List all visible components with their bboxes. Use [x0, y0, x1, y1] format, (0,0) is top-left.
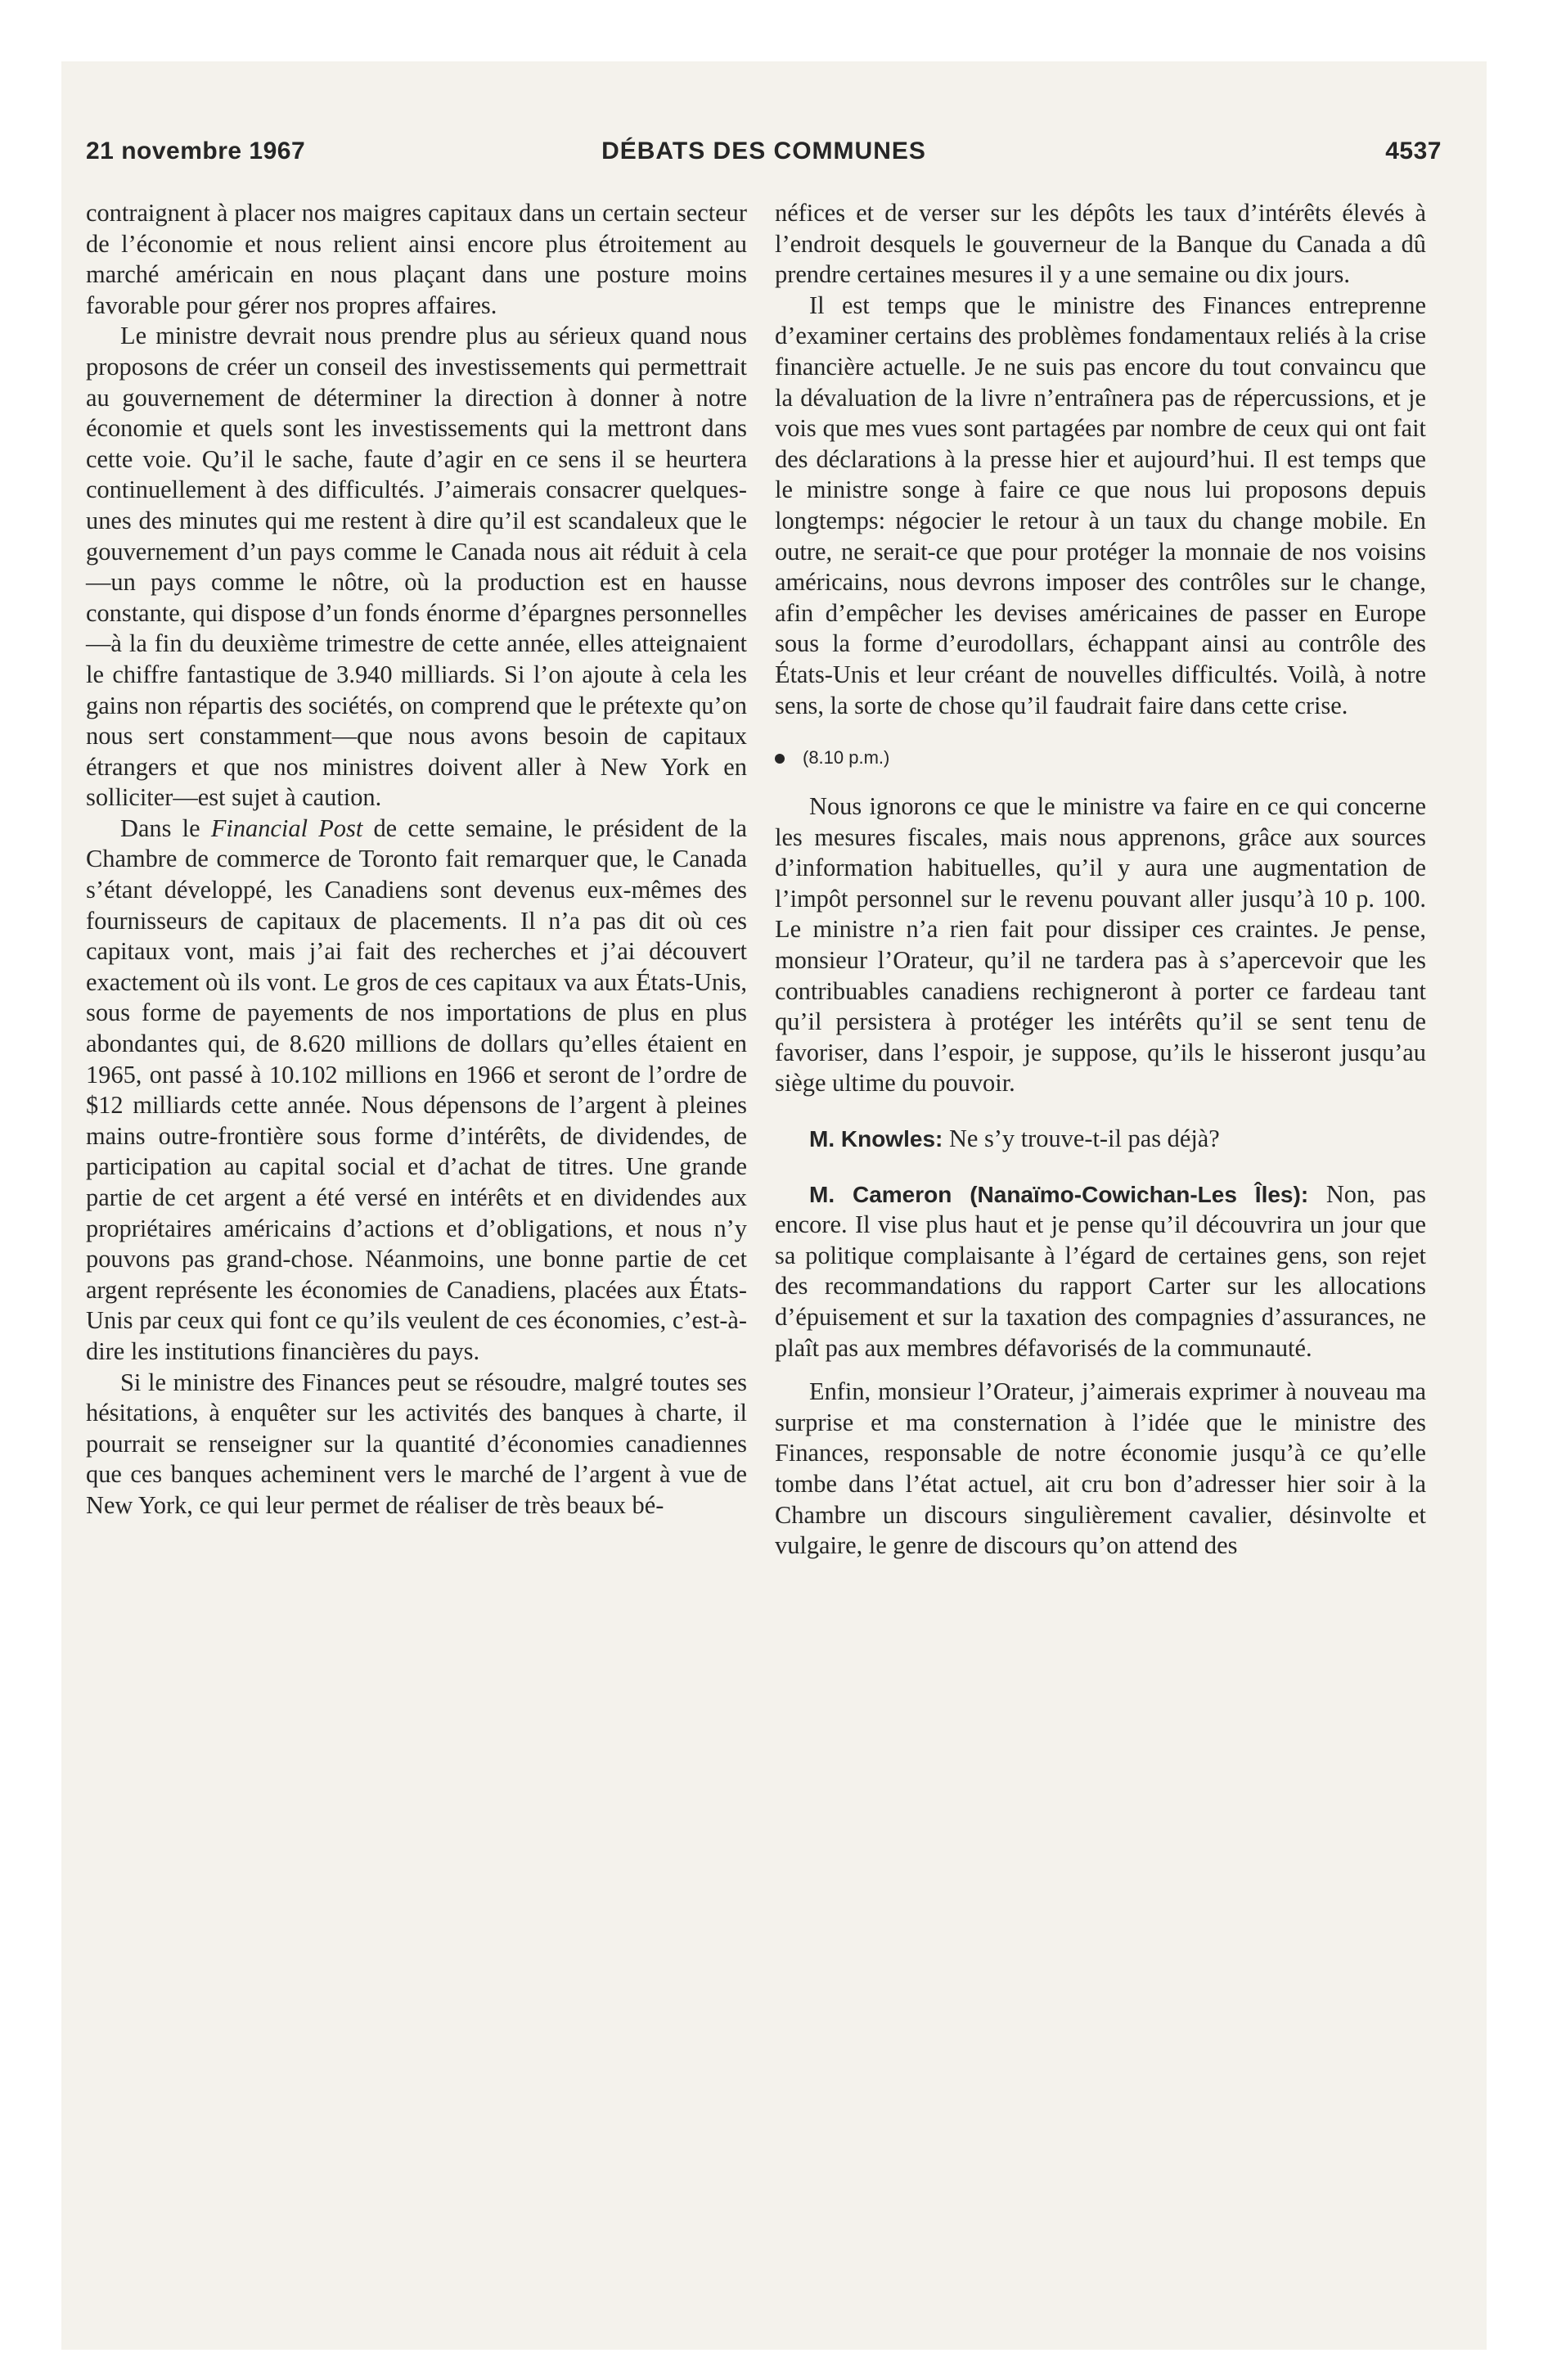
text-run: de cette semaine, le président de la Chambre de commerce de Toronto fait remarquer que, le Canada s’étant développé, les Canadiens sont devenus eux-mêmes des fournisseurs de capitaux de placements. Il n’a pas dit où ces capitaux vont, mais j’ai fait des recherches et j’ai découvert exactement où ils vont. Le gros de ces capitaux va aux États-Unis, sous forme de payements de nos importations de plus en plus abondantes qui, de 8.620 millions de dollars qu’elles étaient en 1965, ont passé à 10.102 millions en 1966 et seront de l’ordre de $12 milliards cette année. Nous dépensons de l’argent à pleines mains outre-frontière sous forme d’intérêts, de dividendes, de participation au capital social et d’achat de titres. Une grande partie de cet argent a été versé en intérêts et en dividendes aux propriétaires américains d’actions et d’obligations, et nous n’y pouvons pas grand-chose. Néanmoins, une bonne partie de cet argent représente les économies de Canadiens, placées aux États-Unis par ceux qui font ce qu’ils veulent de ces économies, c’est-à-dire les institutions financières du pays.: [86, 814, 747, 1365]
right-column: [775, 198, 1426, 1562]
time-stamp: [775, 746, 1426, 770]
paragraph: néfices et de verser sur les dépôts les taux d’intérêts élevés à l’endroit desquels le gouverneur de la Banque du Canada a dû prendre certaines mesures il y a une semaine ou dix jours.: [775, 199, 1426, 289]
speech-text: Ne s’y trouve-t-il pas déjà?: [943, 1125, 1220, 1153]
paragraph: Nous ignorons ce que le ministre va faire en ce qui concerne les mesures fiscales, mais nous apprenons, grâce aux sources d’information habituelles, qu’il y aura une augmentation de l’impôt personnel sur le revenu pouvant aller jusqu’à 10 p. 100. Le ministre n’a rien fait pour dissiper ces craintes. Je pense, monsieur l’Orateur, qu’il ne tardera pas à s’apercevoir que les contribuables canadiens rechigneront à porter ce fardeau tant qu’il persistera à protéger les intérêts qu’il se sent tenu de favoriser, dans l’espoir, je suppose, qu’ils le hisseront jusqu’au siège ultime du pouvoir.: [775, 792, 1426, 1098]
bullet-icon: [775, 754, 785, 764]
paragraph: Il est temps que le ministre des Finances entreprenne d’examiner certains des problèmes fondamentaux reliés à la crise financière actuelle. Je ne suis pas encore du tout convaincu que la dévaluation de la livre n’entraînera pas de répercussions, et je vois que mes vues sont partagées par nombre de ceux qui ont fait des déclarations à la presse hier et aujourd’hui. Il est temps que le ministre songe à faire ce que nous lui proposons depuis longtemps: négocier le retour à un taux du change mobile. En outre, ne serait-ce que pour protéger la monnaie de nos voisins américains, nous devrons imposer des contrôles sur le change, afin d’empêcher les devises américaines de passer en Europe sous la forme d’eurodollars, échappant ainsi au contrôle des États-Unis et leur créant de nouvelles difficultés. Voilà, à notre sens, la sorte de chose qu’il faudrait faire dans cette crise.: [775, 291, 1426, 719]
time-stamp-text: (8.10 p.m.): [803, 747, 890, 769]
speech: [775, 1124, 1426, 1155]
text-run: Dans le: [120, 814, 211, 842]
speech-text: Non, pas encore. Il vise plus haut et je pense qu’il découvrira un jour que sa politique complaisante à l’égard de certaines gens, son rejet des recommandations du rapport Carter sur les allocations d’épuisement et sur la taxation des compagnies d’assurances, ne plaît pas aux membres défavorisés de la communauté.: [775, 1179, 1426, 1362]
left-column: [86, 198, 747, 1521]
paragraph: Si le ministre des Finances peut se résoudre, malgré toutes ses hésitations, à enquêter sur les activités des banques à charte, il pourrait se renseigner sur la quantité d’économies canadiennes que ces banques acheminent vers le marché de l’argent à vue de New York, ce qui leur permet de réaliser de très beaux bé-: [86, 1368, 747, 1519]
paragraph: [86, 814, 747, 1368]
speech: [775, 1179, 1426, 1364]
paragraph: Le ministre devrait nous prendre plus au sérieux quand nous proposons de créer un conseil des investissements qui permettrait au gouvernement de déterminer la direction à donner à notre économie et quels sont les investissements qui la mettront dans cette voie. Qu’il le sache, faute d’agir en ce sens il se heurtera continuellement à des difficultés. J’aimerais consacrer quelques-unes des minutes qui me restent à dire qu’il est scandaleux que le gouvernement d’un pays comme le Canada nous ait réduit à cela—un pays comme le nôtre, où la production est en hausse constante, qui dispose d’un fonds énorme d’épargnes personnelles—à la fin du deuxième trimestre de cette année, elles atteignaient le chiffre fantastique de 3.940 milliards. Si l’on ajoute à cela les gains non répartis des sociétés, on comprend que le prétexte qu’on nous sert constamment—que nous avons besoin de capitaux étrangers et que nos ministres doivent aller à New York en solliciter—est sujet à caution.: [86, 322, 747, 812]
paragraph: contraignent à placer nos maigres capitaux dans un certain secteur de l’économie et nous relient ainsi encore plus étroitement au marché américain en nous plaçant dans une posture moins favorable pour gérer nos propres affaires.: [86, 199, 747, 319]
page-number: 4537: [1385, 137, 1442, 165]
paragraph: Enfin, monsieur l’Orateur, j’aimerais exprimer à nouveau ma surprise et ma consternation à l’idée que le ministre des Finances, responsable de notre économie jusqu’à ce qu’elle tombe dans l’état actuel, ait cru bon d’adresser hier soir à la Chambre un discours singulièrement cavalier, désinvolte et vulgaire, le genre de discours qu’on attend des: [775, 1377, 1426, 1560]
running-header: [86, 137, 1442, 174]
speaker-name: M. Knowles:: [809, 1126, 943, 1152]
header-date: 21 novembre 1967: [86, 137, 306, 165]
speaker-name: M. Cameron (Nanaïmo-Cowichan-Les Îles):: [809, 1181, 1309, 1207]
publication-title: Financial Post: [210, 814, 363, 842]
header-title: DÉBATS DES COMMUNES: [601, 137, 926, 165]
